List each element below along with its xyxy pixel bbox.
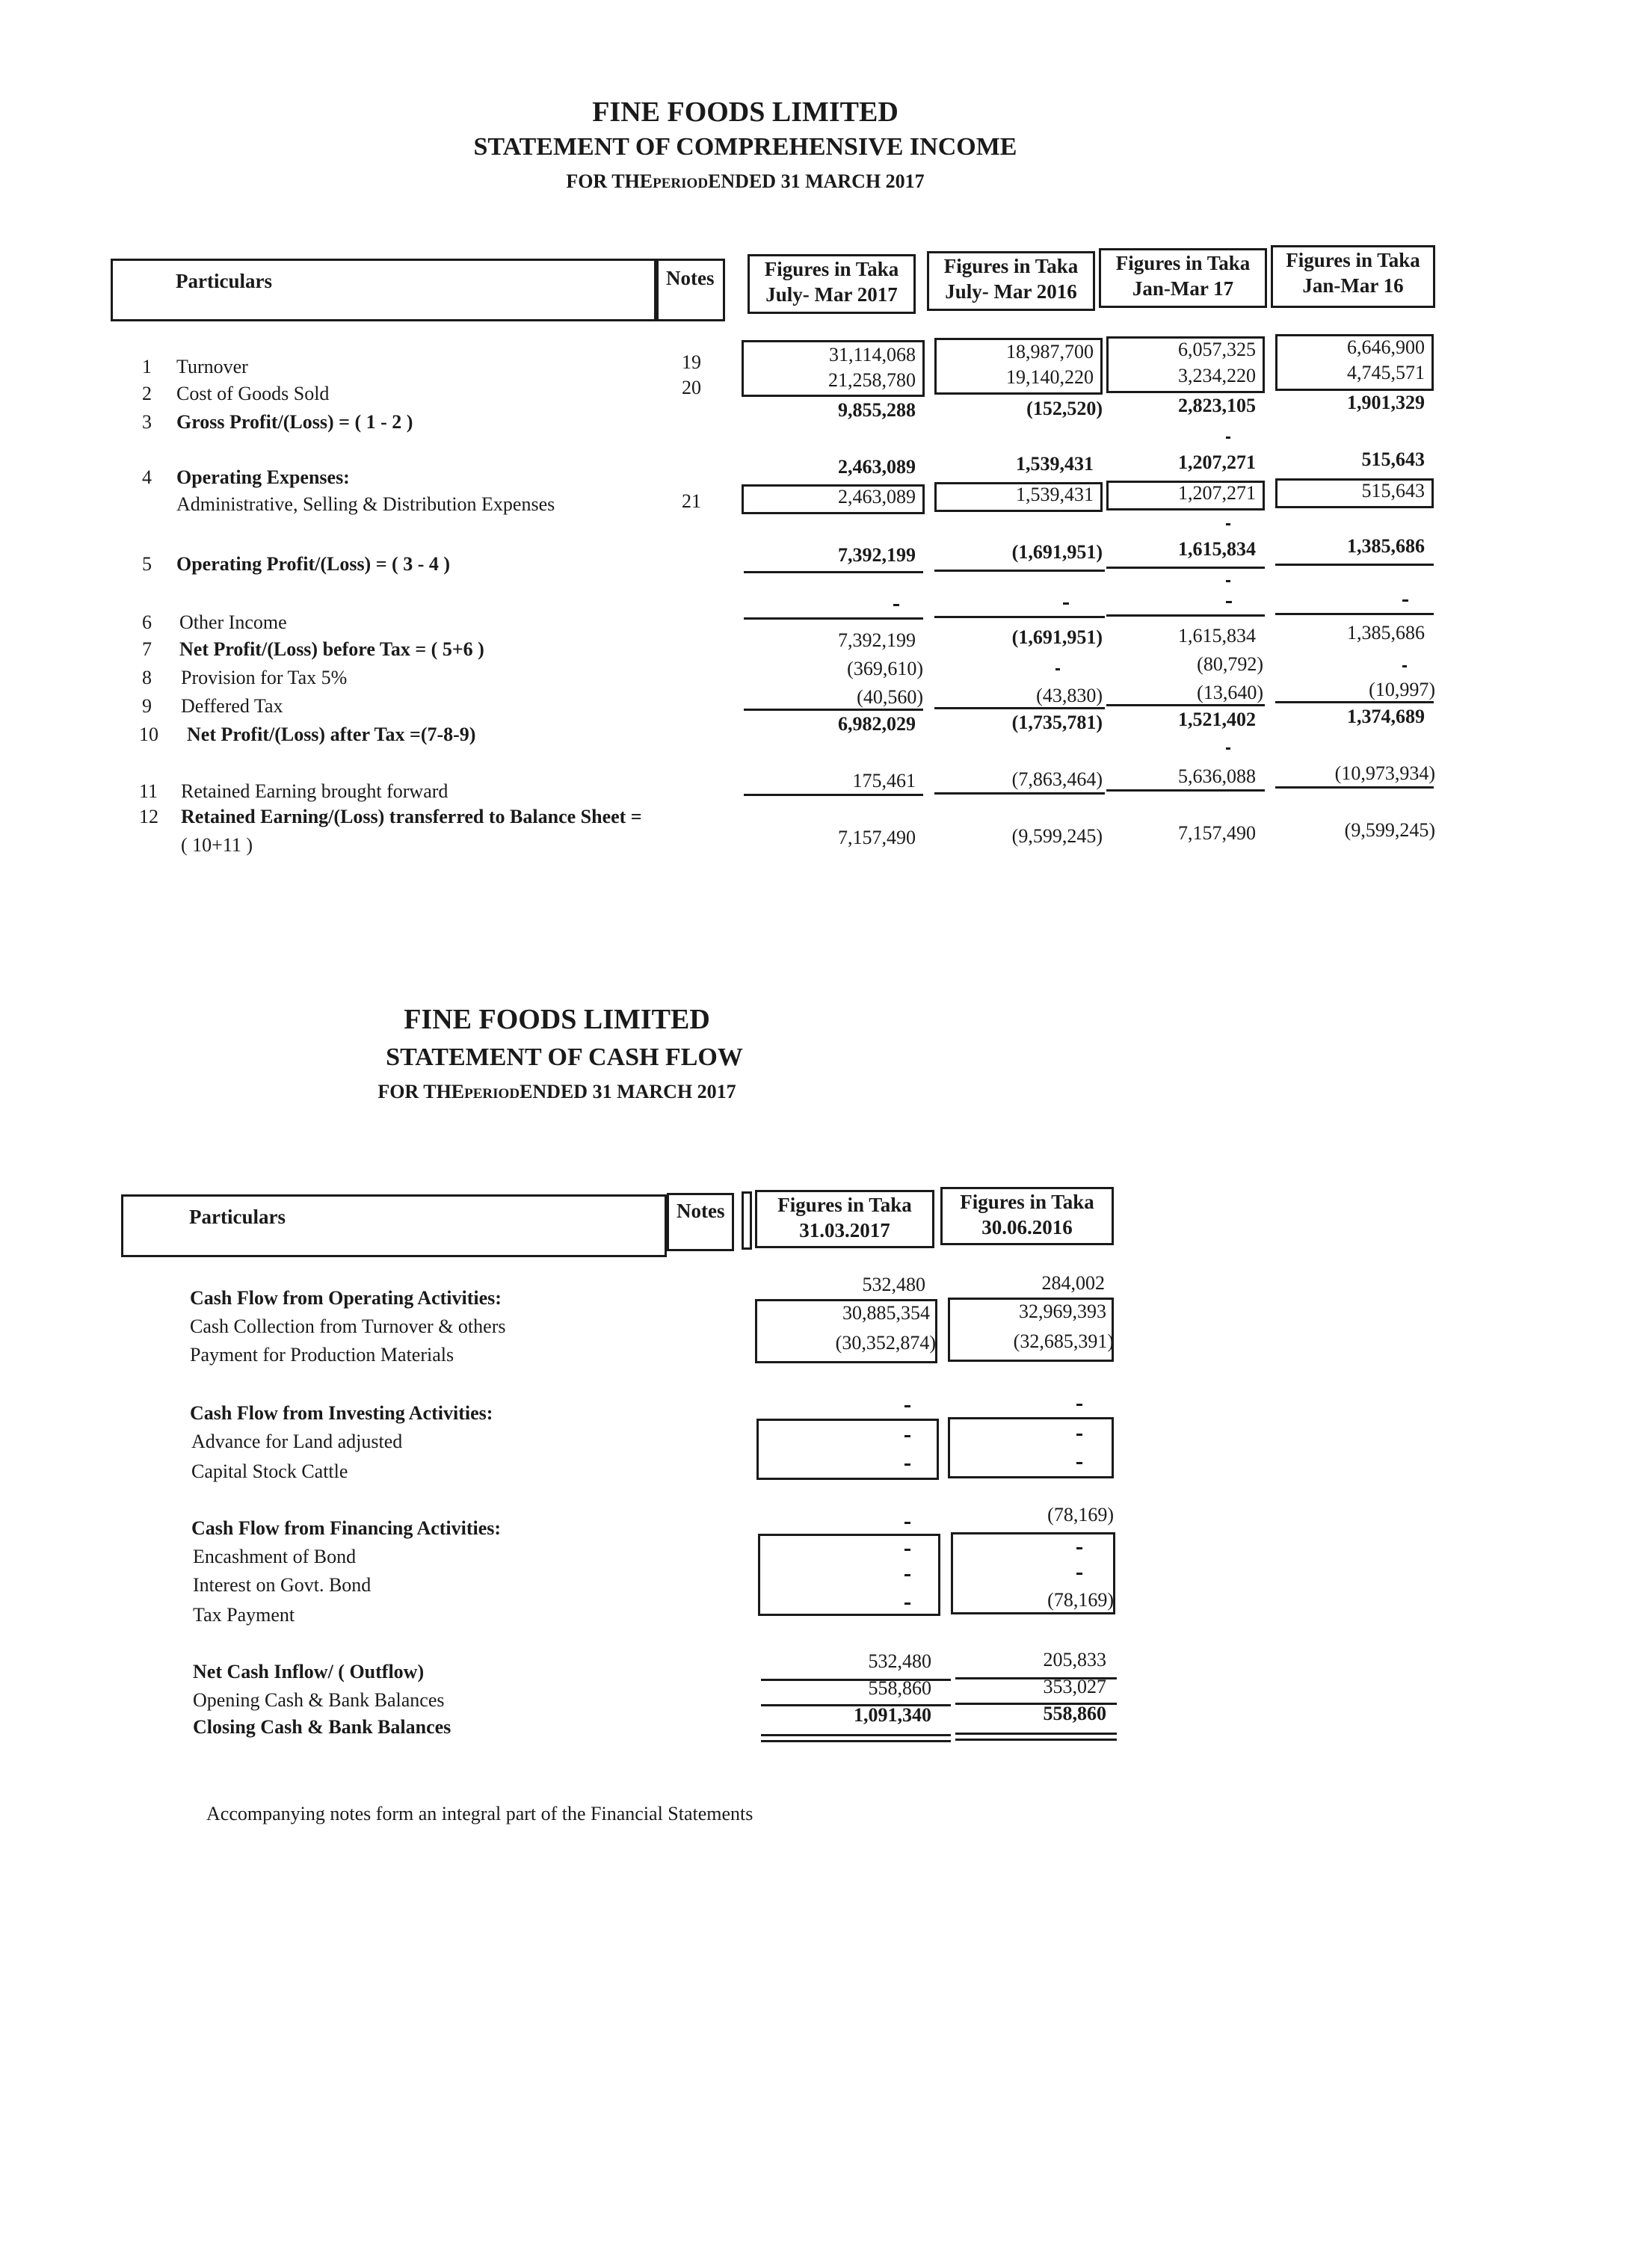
- underline: [1106, 789, 1265, 792]
- underline: [1106, 567, 1265, 569]
- value: 205,833: [1043, 1649, 1106, 1671]
- value: (152,520): [1026, 398, 1103, 419]
- nil-dash: [1076, 1462, 1082, 1464]
- nil-dash: [904, 1463, 910, 1466]
- header-separator: [742, 1191, 752, 1250]
- value: (1,691,951): [1011, 626, 1103, 648]
- value: 558,860: [868, 1677, 931, 1699]
- header-notes: Notes: [656, 259, 725, 321]
- value: 7,392,199: [838, 544, 916, 566]
- underline: [744, 571, 923, 573]
- row-number: 9: [142, 695, 152, 717]
- value: 2,823,105: [1178, 395, 1256, 416]
- underline: [934, 707, 1105, 709]
- header-col-3: Figures in Taka Jan-Mar 17: [1099, 248, 1267, 308]
- section-label: Cash Flow from Financing Activities:: [191, 1517, 502, 1539]
- row-label: Cost of Goods Sold: [176, 383, 330, 404]
- value: 558,860: [1043, 1703, 1106, 1724]
- value: (40,560): [857, 686, 923, 708]
- underline: [1275, 613, 1434, 615]
- value: (78,169): [1047, 1589, 1114, 1611]
- statement-title: STATEMENT OF COMPREHENSIVE INCOME: [473, 133, 1017, 161]
- statement-title: STATEMENT OF CASH FLOW: [386, 1043, 743, 1071]
- nil-dash: [1226, 747, 1230, 750]
- row-label: Closing Cash & Bank Balances: [193, 1716, 451, 1738]
- row-number: 4: [142, 466, 152, 488]
- nil-dash: [904, 1549, 910, 1551]
- underline: [1275, 701, 1434, 703]
- value: 4,745,571: [1347, 362, 1425, 383]
- value: (10,973,934): [1334, 762, 1435, 784]
- value: 6,057,325: [1178, 339, 1256, 360]
- investing-box-1: [756, 1419, 939, 1480]
- value: (9,599,245): [1011, 825, 1103, 847]
- row-label: Turnover: [176, 356, 248, 377]
- underline: [934, 616, 1105, 618]
- statement-period: FOR THEPERIODENDED 31 MARCH 2017: [566, 170, 925, 192]
- company-name: FINE FOODS LIMITED: [404, 1004, 710, 1035]
- nil-dash: [1076, 1434, 1082, 1436]
- value: (43,830): [1036, 685, 1103, 706]
- value: (369,610): [847, 658, 923, 679]
- nil-dash: [904, 1405, 910, 1407]
- header-col-2: Figures in Taka July- Mar 2016: [927, 251, 1095, 311]
- nil-dash: [1076, 1573, 1082, 1575]
- value: (13,640): [1197, 682, 1263, 703]
- row-number: 3: [142, 411, 152, 433]
- section-label: Cash Flow from Investing Activities:: [190, 1402, 493, 1424]
- row-note: 21: [682, 490, 701, 512]
- value: (1,691,951): [1011, 541, 1103, 563]
- row-label: Advance for Land adjusted: [191, 1431, 403, 1452]
- row-label: Operating Expenses:: [176, 466, 350, 488]
- value: 2,463,089: [838, 486, 916, 508]
- value: (1,735,781): [1011, 712, 1103, 733]
- value: 1,207,271: [1178, 451, 1256, 473]
- value: 515,643: [1361, 480, 1425, 502]
- underline: [934, 792, 1105, 795]
- header-col-4: Figures in Taka Jan-Mar 16: [1271, 245, 1435, 308]
- value: 1,615,834: [1178, 625, 1256, 647]
- value: 6,982,029: [838, 713, 916, 735]
- value: 532,480: [862, 1274, 925, 1295]
- row-label: Deffered Tax: [181, 695, 283, 717]
- value: 1,374,689: [1347, 706, 1425, 727]
- double-underline: [761, 1740, 951, 1742]
- value: 284,002: [1041, 1272, 1105, 1294]
- row-label: Operating Profit/(Loss) = ( 3 - 4 ): [176, 553, 451, 575]
- row-label: Gross Profit/(Loss) = ( 1 - 2 ): [176, 411, 413, 433]
- underline: [934, 570, 1105, 572]
- nil-dash: [1226, 436, 1230, 439]
- value: 1,385,686: [1347, 622, 1425, 644]
- value: 9,855,288: [838, 399, 916, 421]
- double-underline: [761, 1734, 951, 1736]
- row-number: 11: [139, 780, 158, 802]
- row-label: Encashment of Bond: [193, 1546, 357, 1567]
- header-notes: Notes: [667, 1193, 734, 1251]
- value: 532,480: [868, 1650, 931, 1672]
- value: 7,392,199: [838, 629, 916, 651]
- nil-dash: [1226, 523, 1230, 525]
- financing-box-1: [758, 1534, 940, 1616]
- underline: [1106, 704, 1265, 706]
- double-underline: [955, 1733, 1117, 1735]
- value: 7,157,490: [838, 827, 916, 848]
- nil-dash: [1226, 580, 1230, 582]
- underline: [1275, 786, 1434, 789]
- value: (78,169): [1047, 1504, 1114, 1526]
- nil-dash: [1055, 668, 1060, 670]
- header-particulars: Particulars: [121, 1194, 667, 1257]
- value: 31,114,068: [828, 344, 916, 365]
- underline: [1275, 564, 1434, 566]
- value: (80,792): [1197, 653, 1263, 675]
- row-label: Retained Earning brought forward: [181, 780, 449, 802]
- nil-dash: [904, 1602, 910, 1605]
- value: 6,646,900: [1347, 336, 1425, 358]
- row-note: 20: [682, 377, 701, 398]
- row-label: Net Profit/(Loss) before Tax = ( 5+6 ): [179, 638, 484, 660]
- nil-dash: [1402, 599, 1408, 602]
- underline: [744, 617, 923, 620]
- value: 1,091,340: [854, 1704, 931, 1726]
- row-label: Retained Earning/(Loss) transferred to Balance Sheet =: [181, 806, 642, 827]
- header-particulars: Particulars: [111, 259, 656, 321]
- investing-box-2: [948, 1417, 1114, 1478]
- underline: [744, 794, 923, 796]
- row-label: Net Cash Inflow/ ( Outflow): [193, 1661, 425, 1682]
- nil-dash: [1402, 665, 1407, 667]
- nil-dash: [1076, 1547, 1082, 1549]
- row-number: 6: [142, 611, 152, 633]
- row-note: 19: [682, 351, 701, 373]
- nil-dash: [1063, 602, 1069, 605]
- row-number: 1: [142, 356, 152, 377]
- row-label: Cash Collection from Turnover & others: [190, 1315, 506, 1337]
- header-col-1: Figures in Taka July- Mar 2017: [748, 254, 916, 314]
- underline: [1106, 614, 1265, 617]
- value: (10,997): [1369, 679, 1435, 700]
- value: 175,461: [852, 770, 916, 792]
- value: 1,207,271: [1178, 482, 1256, 504]
- value: 1,385,686: [1347, 535, 1425, 557]
- double-underline: [955, 1739, 1117, 1741]
- row-label: Capital Stock Cattle: [191, 1460, 348, 1482]
- row-label: Other Income: [179, 611, 287, 633]
- value: 21,258,780: [828, 369, 916, 391]
- value: 32,969,393: [1019, 1301, 1106, 1322]
- value: (32,685,391): [1013, 1330, 1114, 1352]
- row-number: 12: [139, 806, 158, 827]
- nil-dash: [893, 604, 899, 606]
- value: 30,885,354: [842, 1302, 930, 1324]
- row-number: 8: [142, 667, 152, 688]
- row-label: Administrative, Selling & Distribution Expenses: [176, 493, 555, 515]
- value: 1,521,402: [1178, 709, 1256, 730]
- row-label: Opening Cash & Bank Balances: [193, 1689, 445, 1711]
- nil-dash: [904, 1522, 910, 1524]
- row-label: Payment for Production Materials: [190, 1344, 454, 1366]
- row-number: 7: [142, 638, 152, 660]
- value: 3,234,220: [1178, 365, 1256, 386]
- row-label: Tax Payment: [193, 1604, 295, 1626]
- row-label: Interest on Govt. Bond: [193, 1574, 372, 1596]
- row-label: Net Profit/(Loss) after Tax =(7-8-9): [187, 724, 476, 745]
- value: 1,901,329: [1347, 392, 1425, 413]
- value: 5,636,088: [1178, 765, 1256, 787]
- nil-dash: [1226, 601, 1232, 603]
- value: 7,157,490: [1178, 822, 1256, 844]
- value: (30,352,874): [835, 1332, 936, 1354]
- row-number: 5: [142, 553, 152, 575]
- nil-dash: [904, 1574, 910, 1576]
- value: 515,643: [1361, 448, 1425, 470]
- value: (7,863,464): [1011, 768, 1103, 790]
- nil-dash: [1076, 1404, 1082, 1406]
- value: 353,027: [1043, 1676, 1106, 1697]
- row-number: 10: [139, 724, 158, 745]
- statement-period: FOR THEPERIODENDED 31 MARCH 2017: [377, 1081, 736, 1102]
- value: 1,539,431: [1016, 484, 1094, 505]
- value: 2,463,089: [838, 456, 916, 478]
- row-label-cont: ( 10+11 ): [181, 834, 253, 856]
- footnote: Accompanying notes form an integral part of the Financial Statements: [206, 1803, 753, 1824]
- underline: [744, 709, 923, 711]
- value: 1,615,834: [1178, 538, 1256, 560]
- company-name: FINE FOODS LIMITED: [592, 96, 899, 128]
- row-number: 2: [142, 383, 152, 404]
- value: 1,539,431: [1016, 453, 1094, 475]
- nil-dash: [904, 1435, 910, 1437]
- header-col-1: Figures in Taka 31.03.2017: [755, 1190, 934, 1248]
- value: 18,987,700: [1006, 341, 1094, 363]
- header-col-2: Figures in Taka 30.06.2016: [940, 1187, 1114, 1245]
- row-label: Provision for Tax 5%: [181, 667, 348, 688]
- value: (9,599,245): [1344, 819, 1435, 841]
- section-label: Cash Flow from Operating Activities:: [190, 1287, 502, 1309]
- value: 19,140,220: [1006, 366, 1094, 388]
